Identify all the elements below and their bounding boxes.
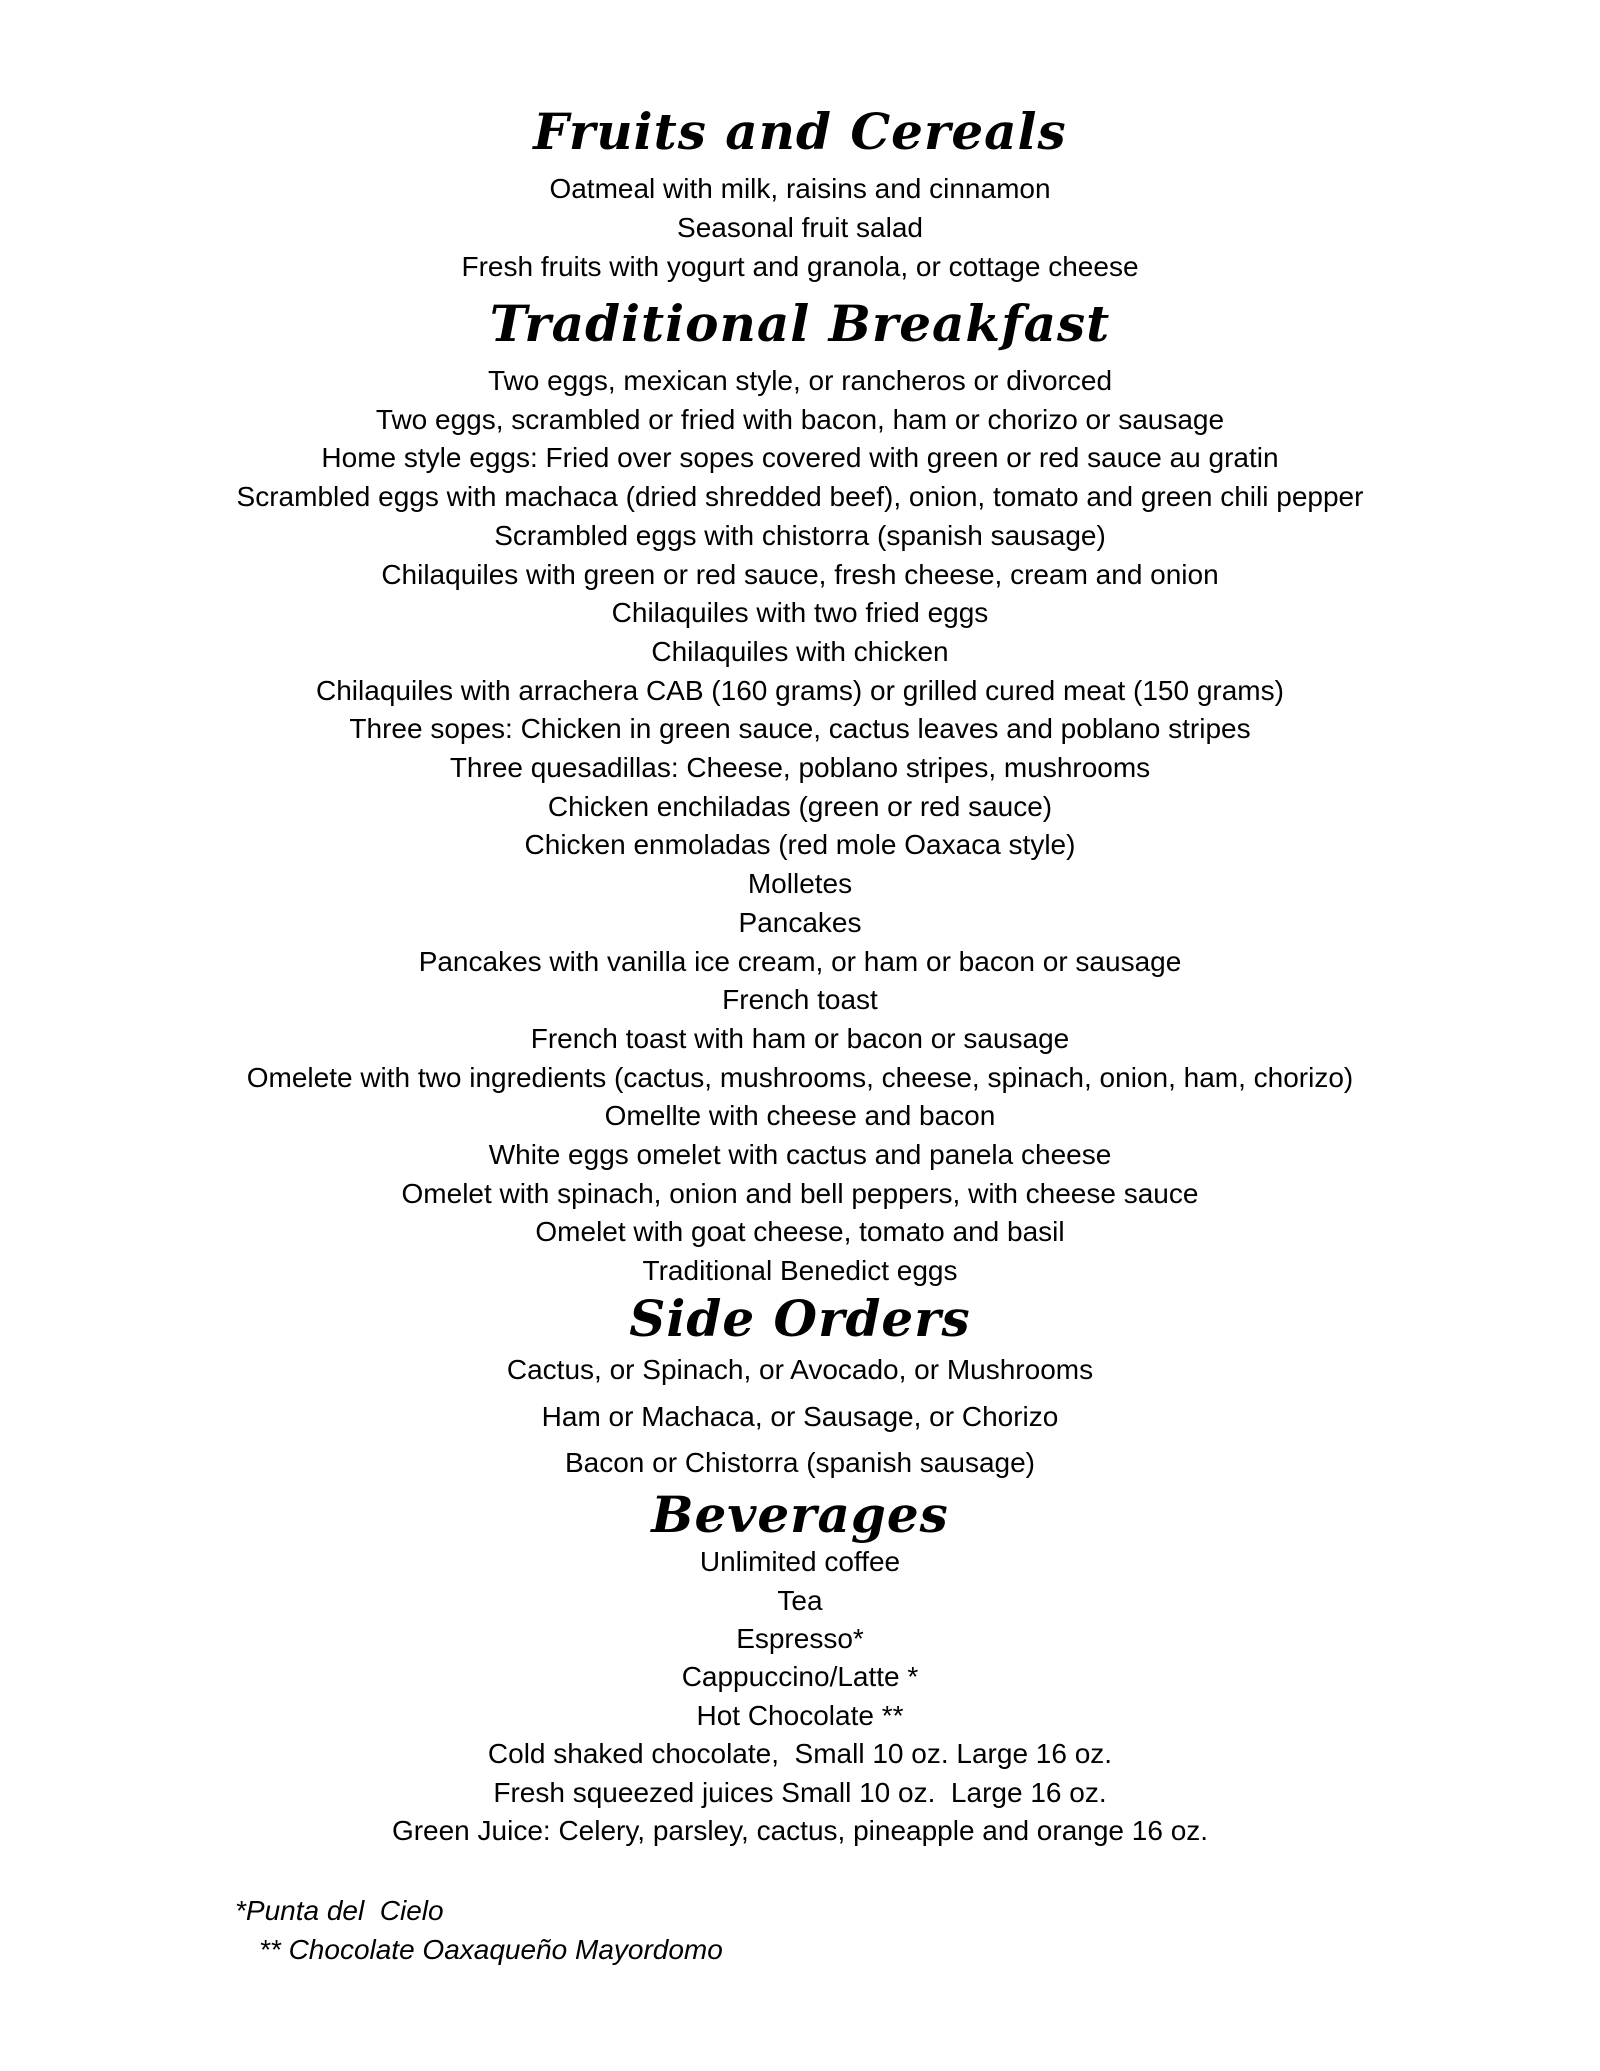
menu-item: Oatmeal with milk, raisins and cinnamon [549,173,1051,204]
menu-item: Espresso* [736,1623,864,1655]
menu-item: Green Juice: Celery, parsley, cactus, pineapple and orange 16 oz. [391,1815,1209,1847]
menu-item: Chicken enchiladas (green or red sauce) [547,790,1053,822]
menu-item: Chilaquiles with chicken [651,635,949,667]
menu-item: Bacon or Chistorra (spanish sausage) [564,1447,1035,1479]
menu-item: Scrambled eggs with chistorra (spanish sausage) [494,519,1106,551]
menu-item-list [0,1543,1600,1850]
menu-item-list [0,1347,1600,1487]
menu-item: Three quesadillas: Cheese, poblano stripes, mushrooms [449,752,1151,784]
menu-item: Hot Chocolate ** [696,1699,904,1731]
menu-item: Scrambled eggs with machaca (dried shredded beef), onion, tomato and green chili pepper [236,481,1364,513]
menu-item: Cold shaked chocolate, Small 10 oz. Large 16 oz. [487,1738,1113,1770]
menu-item: Tea [777,1584,823,1616]
menu-item: French toast with ham or bacon or sausage [530,1022,1070,1054]
menu-item: White eggs omelet with cactus and panela cheese [488,1139,1112,1171]
footnotes [235,1891,1600,1969]
menu-item: Pancakes [738,906,862,938]
section-title-fruits-and-cereals: Fruits and Cereals [533,102,1067,161]
menu-item: Omelete with two ingredients (cactus, mushrooms, cheese, spinach, onion, ham, chorizo) [246,1061,1354,1093]
menu-item-list [0,362,1600,1291]
footnote-chocolate-brand: ** Chocolate Oaxaqueño Mayordomo [259,1933,723,1965]
menu-item: Traditional Benedict eggs [642,1255,958,1287]
menu-item: Two eggs, mexican style, or rancheros or divorced [487,365,1113,396]
menu-item: Chilaquiles with green or red sauce, fresh cheese, cream and onion [381,558,1219,590]
menu-item: Seasonal fruit salad [677,212,923,243]
section-title-traditional-breakfast: Traditional Breakfast [489,294,1111,353]
menu-item: Pancakes with vanilla ice cream, or ham or bacon or sausage [418,945,1182,977]
menu-item: Molletes [747,868,853,900]
menu-item: Fresh fruits with yogurt and granola, or cottage cheese [461,251,1139,282]
menu-item: Chilaquiles with arrachera CAB (160 grams) or grilled cured meat (150 grams) [316,674,1284,706]
menu-item: Ham or Machaca, or Sausage, or Chorizo [541,1400,1059,1432]
footnote-espresso-brand: *Punta del Cielo [235,1894,444,1926]
menu-item: Unlimited coffee [699,1546,901,1578]
menu-item: Omellte with cheese and bacon [604,1100,996,1132]
menu-item: Fresh squeezed juices Small 10 oz. Large 16 oz. [493,1776,1107,1808]
menu-item: French toast [722,984,878,1016]
menu-item: Two eggs, scrambled or fried with bacon, ham or chorizo or sausage [375,403,1225,435]
section-fruits-and-cereals [0,95,1600,286]
section-title-beverages: Beverages [651,1485,949,1545]
menu-item: Chilaquiles with two fried eggs [611,597,989,629]
menu-item-list [0,169,1600,286]
section-traditional-breakfast [0,286,1600,1291]
section-title-side-orders: Side Orders [629,1288,971,1348]
menu-item: Cactus, or Spinach, or Avocado, or Mushrooms [506,1353,1094,1385]
section-beverages [0,1487,1600,1850]
menu-item: Three sopes: Chicken in green sauce, cactus leaves and poblano stripes [349,713,1251,745]
section-side-orders [0,1288,1600,1487]
menu-item: Home style eggs: Fried over sopes covered with green or red sauce au gratin [321,442,1279,474]
menu-item: Omelet with spinach, onion and bell peppers, with cheese sauce [401,1177,1199,1209]
menu-item: Cappuccino/Latte * [681,1661,919,1693]
menu-item: Omelet with goat cheese, tomato and basil [535,1216,1065,1248]
menu-item: Chicken enmoladas (red mole Oaxaca style) [524,829,1076,861]
